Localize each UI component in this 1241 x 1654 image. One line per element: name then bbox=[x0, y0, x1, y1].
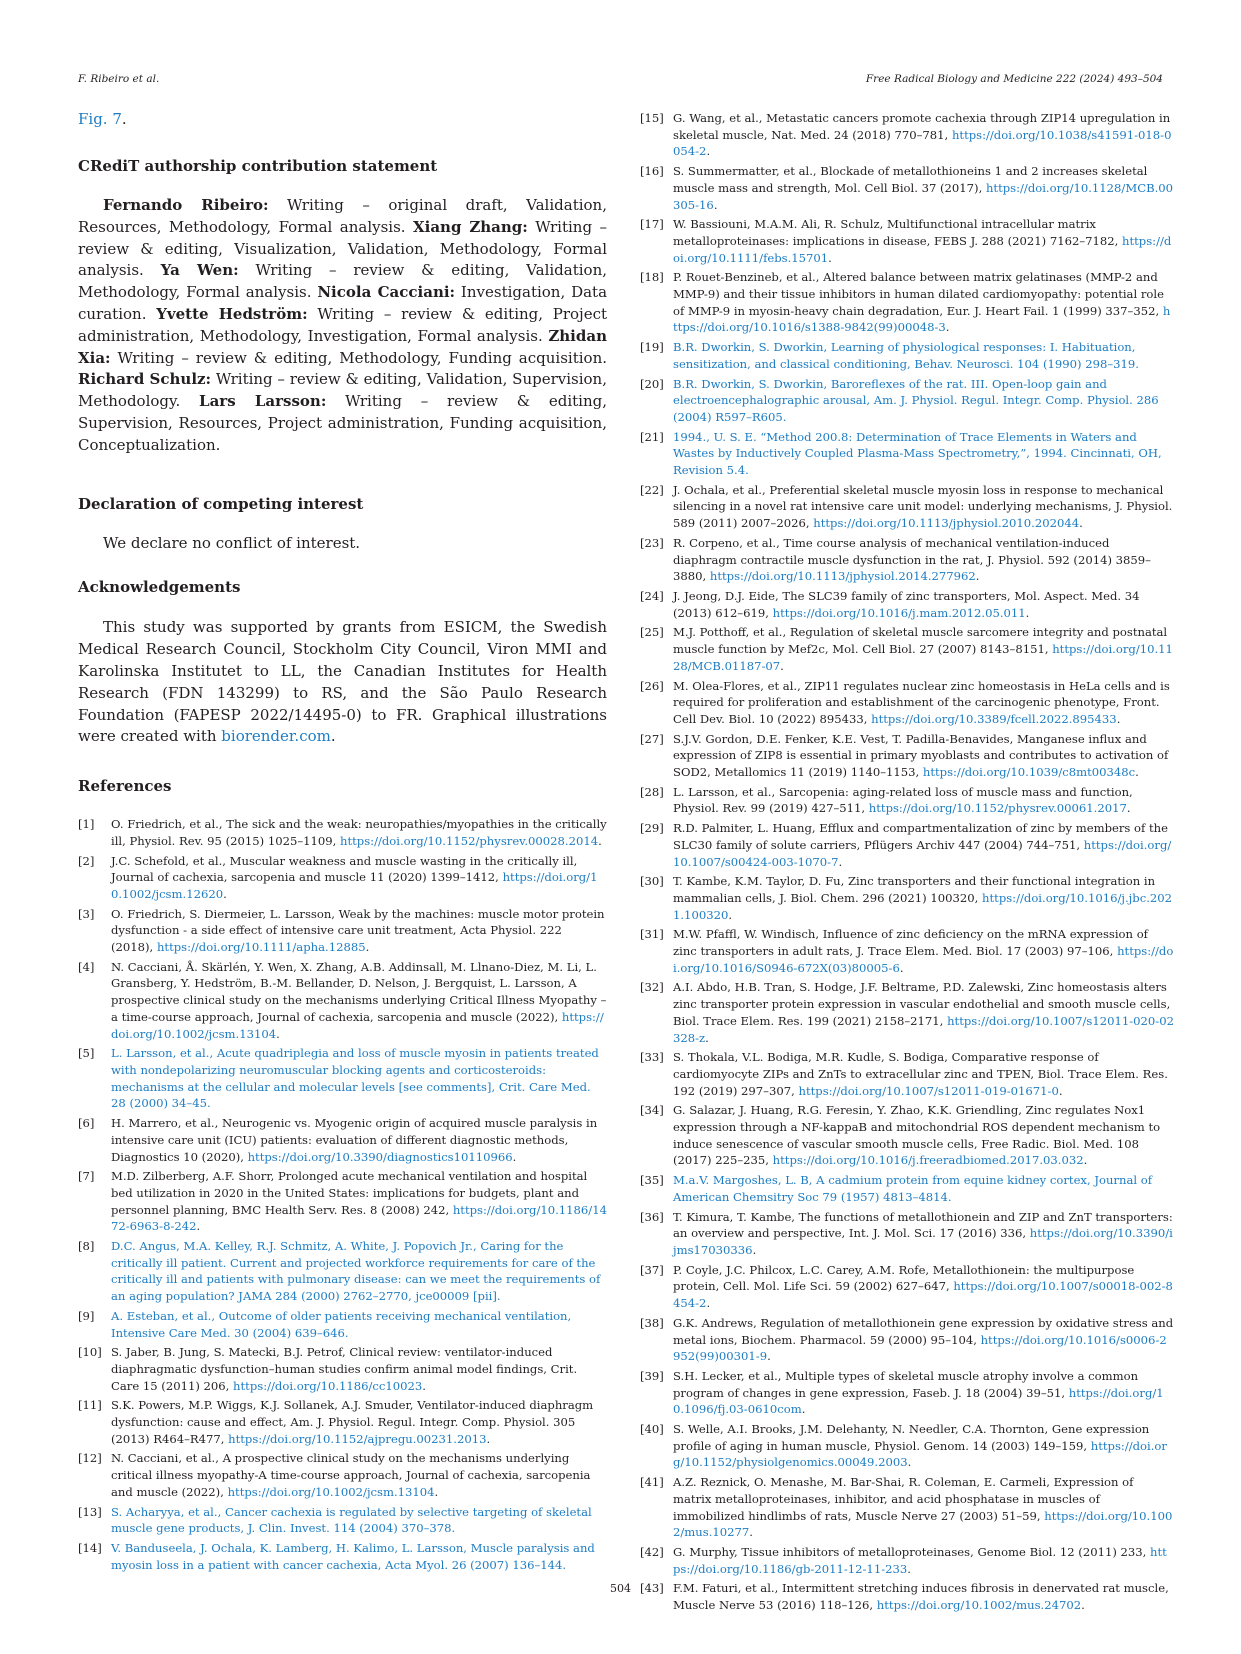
reference-text bbox=[673, 535, 1174, 585]
reference-text bbox=[111, 1238, 607, 1305]
reference-suffix: . bbox=[1058, 1083, 1063, 1098]
reference-number: [13] bbox=[78, 1504, 102, 1519]
reference-doi-link[interactable]: https://doi.org/10.1113/jphysiol.2010.202044 bbox=[813, 516, 1080, 531]
reference-item[interactable] bbox=[640, 339, 1174, 372]
reference-suffix: . bbox=[780, 658, 784, 673]
reference-text bbox=[673, 784, 1174, 817]
reference-number: [19] bbox=[640, 340, 664, 355]
contributor-name: Fernando Ribeiro: bbox=[103, 196, 269, 214]
reference-text bbox=[673, 873, 1174, 923]
reference-number: [43] bbox=[640, 1581, 664, 1596]
reference-citation: S. Jaber, B. Jung, S. Matecki, B.J. Petrof, Clinical review: ventilator-induced diaphragmatic dysfunction–human studies confirm animal model findings, Crit. Care 15 (2011) 206, bbox=[111, 1345, 578, 1393]
reference-item bbox=[78, 1450, 607, 1500]
contributor-roles: Writing – review & editing, Project administration, Methodology, Investigation, Formal analysis. bbox=[78, 304, 607, 345]
reference-number: [38] bbox=[640, 1315, 664, 1330]
reference-suffix: . bbox=[365, 940, 370, 955]
reference-text bbox=[111, 1504, 607, 1537]
reference-text bbox=[111, 906, 607, 956]
reference-citation: A.Z. Reznick, O. Menashe, M. Bar-Shai, R. Coleman, E. Carmeli, Expression of matrix metalloproteinases, inhibitor, and acid phosphatase in muscles of immobilized hindlimbs of rats, Muscle Nerve 27 (2003) 51–59, bbox=[673, 1475, 1134, 1523]
reference-text bbox=[673, 588, 1174, 621]
reference-doi-link[interactable]: https://doi.org/10.3390/diagnostics10110966 bbox=[247, 1149, 513, 1164]
reference-suffix: . bbox=[713, 197, 718, 212]
reference-item[interactable] bbox=[78, 1238, 607, 1305]
reference-doi-link[interactable]: https://doi.org/10.1007/s00018-002-8454-2 bbox=[673, 1279, 1173, 1311]
reference-text bbox=[673, 482, 1174, 532]
reference-text bbox=[673, 1262, 1174, 1312]
reference-number: [1] bbox=[78, 817, 95, 832]
reference-number: [15] bbox=[640, 111, 664, 125]
reference-text bbox=[673, 429, 1174, 479]
reference-citation: S. Acharyya, et al., Cancer cachexia is regulated by selective targeting of skeletal muscle gene products, J. Clin. Invest. 114 (2004) 370–378. bbox=[111, 1504, 592, 1536]
reference-number: [31] bbox=[640, 927, 664, 942]
reference-doi-link[interactable]: https://doi.org/10.1186/1472-6963-8-242 bbox=[111, 1202, 607, 1234]
reference-doi-link[interactable]: https://doi.org/10.1128/MCB.01187-07 bbox=[673, 642, 1173, 673]
reference-item bbox=[640, 731, 1174, 781]
reference-number: [29] bbox=[640, 821, 664, 836]
reference-suffix: . bbox=[1116, 711, 1121, 726]
reference-item bbox=[78, 853, 607, 903]
reference-number: [28] bbox=[640, 784, 664, 799]
reference-suffix: . bbox=[1079, 516, 1083, 531]
competing-interest-heading: Declaration of competing interest bbox=[78, 494, 364, 513]
reference-suffix: . bbox=[598, 833, 602, 848]
reference-citation: S.K. Powers, M.P. Wiggs, K.J. Sollanek, A.J. Smuder, Ventilator-induced diaphragm dysfunction: cause and effect, Am. J. Physiol. Regul. Integr. Comp. Physiol. 305 (2013) R464–R477, bbox=[111, 1398, 594, 1446]
reference-doi-link[interactable]: https://doi.org/10.1002/jcsm.13104 bbox=[227, 1484, 435, 1499]
page-number: 504 bbox=[610, 1582, 631, 1595]
reference-text bbox=[673, 1172, 1174, 1205]
reference-text bbox=[111, 1045, 607, 1112]
reference-item bbox=[640, 1262, 1174, 1312]
reference-item[interactable] bbox=[78, 1540, 607, 1573]
reference-suffix: . bbox=[706, 144, 711, 159]
reference-text bbox=[111, 1450, 607, 1500]
reference-item bbox=[640, 784, 1174, 817]
reference-citation: J. Ochala, et al., Preferential skeletal muscle myosin loss in response to mechanical silencing in a novel rat intensive care unit model: underlying mechanisms, J. Physiol. 589 (2011) 2007–2026, bbox=[673, 482, 1173, 531]
reference-number: [21] bbox=[640, 429, 664, 444]
reference-doi-link[interactable]: https://doi.org/10.1038/s41591-018-0054-2 bbox=[673, 127, 1172, 159]
reference-text bbox=[673, 1368, 1174, 1418]
reference-item bbox=[640, 979, 1174, 1046]
reference-text bbox=[111, 853, 607, 903]
reference-citation: A.I. Abdo, H.B. Tran, S. Hodge, J.F. Beltrame, P.D. Zalewski, Zinc homeostasis alters zinc transporter protein expression in vascular endothelial and smooth muscle cells, Biol. Trace Elem. Res. 199 (2021) 2158–2171, bbox=[673, 980, 1171, 1028]
header-journal: Free Radical Biology and Medicine 222 (2024) 493–504 bbox=[865, 73, 1163, 85]
reference-item bbox=[640, 624, 1174, 674]
reference-suffix: . bbox=[828, 250, 832, 265]
reference-text bbox=[673, 1474, 1174, 1541]
reference-text bbox=[673, 678, 1174, 728]
reference-suffix: . bbox=[1126, 801, 1131, 816]
reference-item bbox=[640, 588, 1174, 621]
reference-doi-link[interactable]: https://doi.org/10.1152/ajpregu.00231.2013 bbox=[228, 1431, 487, 1446]
reference-suffix: . bbox=[838, 854, 843, 869]
reference-text bbox=[673, 820, 1174, 870]
reference-citation: P. Coyle, J.C. Philcox, L.C. Carey, A.M. Rofe, Metallothionein: the multipurpose protein, Cell. Mol. Life Sci. 59 (2002) 627–647, bbox=[673, 1262, 1135, 1294]
reference-text bbox=[673, 1209, 1174, 1259]
reference-suffix: . bbox=[706, 1296, 711, 1311]
reference-doi-link[interactable]: https://doi.org/10.1186/cc10023 bbox=[233, 1378, 423, 1393]
reference-suffix: . bbox=[512, 1149, 517, 1164]
reference-item bbox=[640, 1315, 1174, 1365]
reference-citation: S. Thokala, V.L. Bodiga, M.R. Kudle, S. Bodiga, Comparative response of cardiomyocyte ZIPs and ZnTs to extracellular zinc and TPEN, Biol. Trace Elem. Res. 192 (2019) 297–307, bbox=[673, 1050, 1168, 1098]
reference-number: [3] bbox=[78, 906, 95, 921]
reference-doi-link[interactable]: https://doi.org/10.1007/s00424-003-1070-7 bbox=[673, 837, 1172, 869]
reference-citation: S.J.V. Gordon, D.E. Fenker, K.E. Vest, T. Padilla-Benavides, Manganese influx and expression of ZIP8 is essential in primary myoblasts and contributes to activation of SOD2, Metallomics 11 (2019) 1140–1153, bbox=[673, 731, 1169, 780]
reference-number: [20] bbox=[640, 376, 664, 391]
reference-text bbox=[111, 816, 607, 849]
reference-number: [11] bbox=[78, 1398, 102, 1413]
reference-number: [34] bbox=[640, 1103, 664, 1118]
reference-number: [9] bbox=[78, 1308, 95, 1323]
reference-list-right bbox=[640, 110, 1174, 1614]
reference-item bbox=[640, 820, 1174, 870]
reference-number: [32] bbox=[640, 980, 664, 995]
reference-number: [37] bbox=[640, 1262, 664, 1277]
references-heading: References bbox=[78, 777, 172, 796]
reference-doi-link[interactable]: https://doi.org/10.1007/s12011-019-01671-0 bbox=[798, 1083, 1059, 1098]
reference-text bbox=[673, 1102, 1174, 1169]
reference-item bbox=[640, 535, 1174, 585]
acknowledgements-text bbox=[78, 617, 607, 748]
reference-item bbox=[640, 678, 1174, 728]
reference-citation: J. Jeong, D.J. Eide, The SLC39 family of zinc transporters, Mol. Aspect. Med. 34 (2013) 612–619, bbox=[673, 588, 1140, 620]
reference-doi-link[interactable]: https://doi.org/10.1016/j.jbc.2021.100320 bbox=[673, 890, 1173, 922]
reference-text bbox=[673, 1421, 1174, 1471]
reference-item[interactable] bbox=[78, 1504, 607, 1537]
reference-citation: M.J. Potthoff, et al., Regulation of skeletal muscle sarcomere integrity and postnatal muscle function by Mef2c, Mol. Cell Biol. 27 (2007) 8143–8151, bbox=[673, 625, 1168, 657]
reference-number: [12] bbox=[78, 1451, 102, 1466]
reference-doi-link[interactable]: https://doi.org/10.1016/j.mam.2012.05.011 bbox=[772, 605, 1026, 620]
reference-citation: 1994., U. S. E. “Method 200.8: Determination of Trace Elements in Waters and Wastes by Inductively Coupled Plasma-Mass Spectrometry,”, 1994. Cincinnati, OH, Revision 5.4. bbox=[673, 429, 1162, 478]
reference-doi-link[interactable]: https://doi.org/10.1152/physrev.00028.2014 bbox=[340, 833, 599, 848]
reference-item bbox=[640, 926, 1174, 976]
reference-text bbox=[111, 1308, 607, 1341]
reference-item bbox=[78, 1397, 607, 1447]
reference-doi-link[interactable]: https://doi.org/10.1002/mus.24702 bbox=[876, 1598, 1082, 1613]
reference-citation: S.H. Lecker, et al., Multiple types of skeletal muscle atrophy involve a common program of changes in gene expression, Faseb. J. 18 (2004) 39–51, bbox=[673, 1368, 1139, 1400]
acknowledgements-body: This study was supported by grants from ESICM, the Swedish Medical Research Council, Stockholm City Council, Viron MMI and Karolinska Institutet to LL, the Canadian Institutes for Health Research (FDN 143299) to RS, and the São Paulo Research Foundation (FAPESP 2022/14495-0) to FR. Graphical illustrations were created with bbox=[78, 618, 607, 746]
reference-number: [16] bbox=[640, 164, 664, 179]
reference-text bbox=[111, 1540, 607, 1573]
reference-citation: R.D. Palmiter, L. Huang, Efflux and compartmentalization of zinc by members of the SLC30 family of solute carriers, Pflügers Archiv 447 (2004) 744–751, bbox=[673, 821, 1168, 852]
reference-number: [41] bbox=[640, 1475, 664, 1490]
reference-text bbox=[111, 1344, 607, 1394]
reference-item bbox=[640, 269, 1174, 336]
reference-suffix: . bbox=[975, 569, 980, 584]
reference-number: [7] bbox=[78, 1169, 95, 1184]
fig-reference-line bbox=[78, 110, 607, 128]
reference-text bbox=[673, 1544, 1174, 1577]
reference-doi-link[interactable]: https://doi.org/10.3390/ijms17030336 bbox=[673, 1226, 1173, 1257]
contributor-name: Yvette Hedström: bbox=[156, 304, 308, 323]
reference-number: [30] bbox=[640, 874, 664, 889]
reference-citation: B.R. Dworkin, S. Dworkin, Baroreflexes of the rat. III. Open-loop gain and electroencephalographic arousal, Am. J. Physiol. Regul. Integr. Comp. Physiol. 286 (2004) R597–R605. bbox=[673, 376, 1159, 424]
reference-item bbox=[640, 110, 1174, 160]
reference-citation: V. Banduseela, J. Ochala, K. Lamberg, H. Kalimo, L. Larsson, Muscle paralysis and myosin loss in a patient with cancer cachexia, Acta Myol. 26 (2007) 136–144. bbox=[111, 1540, 595, 1572]
reference-item bbox=[78, 816, 607, 849]
reference-suffix: . bbox=[801, 1402, 806, 1417]
reference-citation: A. Esteban, et al., Outcome of older patients receiving mechanical ventilation, Intensive Care Med. 30 (2004) 639–646. bbox=[111, 1308, 572, 1340]
reference-item bbox=[78, 959, 607, 1043]
reference-number: [33] bbox=[640, 1050, 664, 1065]
reference-suffix: . bbox=[752, 1243, 757, 1257]
reference-citation: S. Summermatter, et al., Blockade of metallothioneins 1 and 2 increases skeletal muscle mass and strength, Mol. Cell Biol. 37 (2017), bbox=[673, 164, 1148, 195]
running-header bbox=[78, 73, 1163, 85]
reference-item bbox=[640, 1049, 1174, 1099]
reference-item[interactable] bbox=[78, 1308, 607, 1341]
contributor-roles: Investigation, Data curation. bbox=[78, 283, 608, 323]
reference-text bbox=[673, 926, 1174, 976]
reference-item[interactable] bbox=[78, 1045, 607, 1112]
right-column bbox=[640, 110, 1174, 1617]
reference-citation: T. Kambe, K.M. Taylor, D. Fu, Zinc transporters and their functional integration in mammalian cells, J. Biol. Chem. 296 (2021) 100320, bbox=[673, 874, 1156, 905]
reference-citation: G.K. Andrews, Regulation of metallothionein gene expression by oxidative stress and metal ions, Biochem. Pharmacol. 59 (2000) 95–104, bbox=[673, 1315, 1174, 1347]
reference-text bbox=[673, 339, 1174, 372]
reference-item[interactable] bbox=[640, 429, 1174, 479]
reference-suffix: . bbox=[899, 960, 904, 975]
credit-statement bbox=[78, 195, 607, 457]
reference-number: [6] bbox=[78, 1116, 95, 1131]
reference-suffix: . bbox=[1081, 1598, 1085, 1613]
contributor-name: Nicola Cacciani: bbox=[317, 283, 456, 302]
acknowledgements-suffix: . bbox=[330, 727, 336, 746]
contributor-roles: Writing – review & editing, Visualization, Validation, Methodology, Formal analysis. bbox=[78, 217, 607, 280]
reference-doi-link[interactable]: https://doi.org/10.3389/fcell.2022.895433 bbox=[871, 711, 1117, 726]
reference-item bbox=[640, 216, 1174, 266]
reference-text bbox=[673, 731, 1174, 781]
acknowledgements-heading: Acknowledgements bbox=[78, 578, 241, 597]
reference-item bbox=[640, 482, 1174, 532]
reference-citation: M.a.V. Margoshes, L. B, A cadmium protein from equine kidney cortex, Journal of American Chemsitry Soc 79 (1957) 4813–4814. bbox=[673, 1173, 1153, 1204]
header-authors: F. Ribeiro et al. bbox=[78, 73, 160, 85]
reference-number: [35] bbox=[640, 1173, 664, 1188]
reference-number: [4] bbox=[78, 959, 95, 974]
contributor-name: Xiang Zhang: bbox=[412, 217, 528, 236]
contributor-roles: Writing – review & editing, Validation, Methodology, Formal analysis. bbox=[78, 261, 608, 302]
reference-text bbox=[673, 1315, 1174, 1365]
reference-item bbox=[78, 1115, 607, 1165]
reference-number: [39] bbox=[640, 1368, 664, 1383]
reference-item bbox=[640, 1368, 1174, 1418]
reference-suffix: . bbox=[1083, 1153, 1088, 1168]
contributor-name: Lars Larsson: bbox=[199, 392, 327, 411]
reference-citation: R. Corpeno, et al., Time course analysis of mechanical ventilation-induced diaphragm contractile muscle dysfunction in the rat, J. Physiol. 592 (2014) 3859–3880, bbox=[673, 535, 1151, 584]
reference-suffix: . bbox=[945, 320, 950, 335]
reference-suffix: . bbox=[749, 1525, 753, 1540]
credit-heading: CRediT authorship contribution statement bbox=[78, 157, 438, 175]
reference-suffix: . bbox=[728, 907, 733, 922]
reference-suffix: . bbox=[434, 1484, 439, 1499]
reference-number: [18] bbox=[640, 270, 664, 285]
reference-doi-link[interactable]: https://doi.org/10.1016/j.freeradbiomed.2017.03.032 bbox=[772, 1153, 1084, 1168]
biorender-link[interactable]: biorender.com bbox=[221, 727, 331, 746]
reference-number: [17] bbox=[640, 217, 664, 232]
reference-item bbox=[640, 1102, 1174, 1169]
reference-doi-link[interactable]: https://doi.org/10.1113/jphysiol.2014.277962 bbox=[709, 569, 976, 584]
reference-doi-link[interactable]: https://doi.org/10.1186/gb-2011-12-11-233 bbox=[673, 1544, 1167, 1576]
reference-text bbox=[111, 1397, 607, 1447]
reference-list-left bbox=[78, 816, 607, 1573]
reference-doi-link[interactable]: https://doi.org/10.1111/febs.15701 bbox=[673, 233, 1172, 265]
reference-citation: G. Wang, et al., Metastatic cancers promote cachexia through ZIP14 upregulation in skeletal muscle, Nat. Med. 24 (2018) 770–781, bbox=[673, 111, 1171, 142]
reference-citation: B.R. Dworkin, S. Dworkin, Learning of physiological responses: I. Habituation, sensitization, and classical conditioning, Behav. Neurosci. 104 (1990) 298–319. bbox=[673, 340, 1139, 371]
reference-text bbox=[111, 1168, 607, 1235]
reference-text bbox=[673, 376, 1174, 426]
reference-number: [40] bbox=[640, 1422, 664, 1437]
reference-doi-link[interactable]: https://doi.org/10.1002/jcsm.13104 bbox=[111, 1009, 604, 1041]
reference-number: [10] bbox=[78, 1345, 102, 1360]
reference-doi-link[interactable]: https://doi.org/10.1016/s0006-2952(99)00301-9 bbox=[673, 1332, 1167, 1364]
reference-number: [2] bbox=[78, 853, 95, 868]
reference-item bbox=[640, 1474, 1174, 1541]
reference-text bbox=[673, 110, 1174, 160]
reference-citation: M. Olea-Flores, et al., ZIP11 regulates nuclear zinc homeostasis in HeLa cells and is required for proliferation and establishment of the carcinogenic phenotype, Front. Cell Dev. Biol. 10 (2022) 895433, bbox=[673, 678, 1170, 726]
reference-citation: G. Salazar, J. Huang, R.G. Feresin, Y. Zhao, K.K. Griendling, Zinc regulates Nox1 expression through a NF-kappaB and mitochondrial ROS dependent mechanism to induce senescence of vascular smooth muscle cells, Free Radic. Biol. Med. 108 (2017) 225–235, bbox=[673, 1103, 1161, 1168]
reference-citation: D.C. Angus, M.A. Kelley, R.J. Schmitz, A. White, J. Popovich Jr., Caring for the critically ill patient. Current and projected workforce requirements for care of the critically ill and patients with pulmonary disease: can we meet the requirements of an aging population? JAMA 284 (2000) 2762–2770, jce00009 [pii]. bbox=[111, 1239, 601, 1304]
reference-item bbox=[640, 873, 1174, 923]
reference-suffix: . bbox=[767, 1349, 771, 1364]
contributor-roles: Writing – review & editing, Validation, Supervision, Methodology. bbox=[78, 370, 607, 411]
reference-number: [24] bbox=[640, 588, 664, 603]
reference-item[interactable] bbox=[640, 1172, 1174, 1205]
reference-suffix: . bbox=[1135, 765, 1139, 780]
reference-citation: P. Rouet-Benzineb, et al., Altered balance between matrix gelatinases (MMP-2 and MMP-9) and their tissue inhibitors in human dilated cardiomyopathy: potential role of MMP-9 in myosin-heavy chain degradation, Eur. J. Heart Fail. 1 (1999) 337–352, bbox=[673, 270, 1164, 318]
reference-number: [23] bbox=[640, 535, 664, 550]
reference-suffix: . bbox=[907, 1455, 912, 1470]
reference-citation: J.C. Schefold, et al., Muscular weakness and muscle wasting in the critically ill, Journal of cachexia, sarcopenia and muscle 11 (2020) 1399–1412, bbox=[111, 853, 578, 885]
reference-doi-link[interactable]: https://doi.org/10.1016/s1388-9842(99)00048-3 bbox=[673, 303, 1171, 335]
contributor-roles: Writing – review & editing, Supervision, Resources, Project administration, Funding acquisition, Conceptualization. bbox=[78, 392, 607, 454]
reference-number: [42] bbox=[640, 1544, 664, 1559]
reference-suffix: . bbox=[196, 1219, 201, 1234]
reference-suffix: . bbox=[422, 1378, 426, 1393]
contributor-name: Zhidan Xia: bbox=[78, 326, 607, 367]
reference-doi-link[interactable]: https://doi.org/10.1007/s12011-020-02328-z bbox=[673, 1013, 1174, 1045]
contributor-roles: Writing – review & editing, Methodology, Funding acquisition. bbox=[110, 348, 607, 367]
reference-citation: N. Cacciani, et al., A prospective clinical study on the mechanisms underlying critical illness myopathy-A time-course approach, Journal of cachexia, sarcopenia and muscle (2022), bbox=[111, 1451, 591, 1499]
reference-doi-link[interactable]: https://doi.org/10.1111/apha.12885 bbox=[156, 940, 366, 955]
reference-text bbox=[673, 979, 1174, 1046]
reference-item bbox=[640, 1544, 1174, 1577]
contributor-name: Ya Wen: bbox=[160, 261, 239, 280]
reference-doi-link[interactable]: https://doi.org/10.1002/jcsm.12620 bbox=[111, 870, 598, 901]
competing-interest-text: We declare no conflict of interest. bbox=[103, 533, 361, 552]
reference-number: [27] bbox=[640, 731, 664, 746]
reference-citation: O. Friedrich, S. Diermeier, L. Larsson, Weak by the machines: muscle motor protein dysfunction - a side effect of intensive care unit treatment, Acta Physiol. 222 (2018), bbox=[111, 906, 605, 955]
reference-text bbox=[673, 269, 1174, 336]
contributor-roles: Writing – original draft, Validation, Resources, Methodology, Formal analysis. bbox=[78, 196, 607, 236]
reference-citation: G. Murphy, Tissue inhibitors of metalloproteinases, Genome Biol. 12 (2011) 233, bbox=[673, 1544, 1151, 1559]
reference-item bbox=[640, 1421, 1174, 1471]
reference-citation: T. Kimura, T. Kambe, The functions of metallothionein and ZIP and ZnT transporters: an overview and perspective, Int. J. Mol. Sci. 17 (2016) 336, bbox=[673, 1209, 1173, 1241]
reference-suffix: . bbox=[486, 1431, 491, 1446]
reference-citation: H. Marrero, et al., Neurogenic vs. Myogenic origin of acquired muscle paralysis in intensive care unit (ICU) patients: evaluation of different diagnostic methods, Diagnostics 10 (2020), bbox=[111, 1116, 598, 1164]
reference-doi-link[interactable]: https://doi.org/10.1016/S0946-672X(03)80005-6 bbox=[673, 944, 1174, 975]
reference-item bbox=[78, 1168, 607, 1235]
reference-citation: N. Cacciani, Å. Skärlén, Y. Wen, X. Zhang, A.B. Addinsall, M. Llnano-Diez, M. Li, L. Gransberg, Y. Hedström, B.-M. Bellander, D. Nelson, J. Bergquist, L. Larsson, A prospective clinical study on the mechanisms underlying Critical Illness Myopathy – a time-course approach, Journal of cachexia, sarcopenia and muscle (2022), bbox=[111, 959, 607, 1024]
reference-number: [14] bbox=[78, 1540, 102, 1555]
reference-doi-link[interactable]: https://doi.org/10.1128/MCB.00305-16 bbox=[673, 180, 1174, 212]
reference-item bbox=[640, 1209, 1174, 1259]
reference-suffix: . bbox=[907, 1561, 911, 1576]
reference-number: [25] bbox=[640, 625, 664, 640]
reference-doi-link[interactable]: https://doi.org/10.1002/mus.10277 bbox=[673, 1508, 1173, 1540]
reference-suffix: . bbox=[223, 886, 227, 901]
reference-item bbox=[640, 163, 1174, 213]
reference-suffix: . bbox=[276, 1026, 280, 1041]
reference-doi-link[interactable]: https://doi.org/10.1096/fj.03-0610com bbox=[673, 1385, 1164, 1417]
reference-item[interactable] bbox=[640, 376, 1174, 426]
reference-number: [26] bbox=[640, 678, 664, 693]
reference-text bbox=[111, 1115, 607, 1165]
reference-text bbox=[673, 163, 1174, 213]
reference-doi-link[interactable]: https://doi.org/10.1152/physrev.00061.2017 bbox=[868, 801, 1127, 816]
reference-number: [36] bbox=[640, 1209, 664, 1224]
reference-citation: M.D. Zilberberg, A.F. Shorr, Prolonged acute mechanical ventilation and hospital bed utilization in 2020 in the United States: implications for budgets, plant and personnel planning, BMC Health Serv. Res. 8 (2008) 242, bbox=[111, 1169, 588, 1217]
reference-number: [22] bbox=[640, 482, 664, 497]
reference-citation: W. Bassiouni, M.A.M. Ali, R. Schulz, Multifunctional intracellular matrix metalloproteinases: implications in disease, FEBS J. 288 (2021) 7162–7182, bbox=[673, 217, 1123, 248]
reference-citation: S. Welle, A.I. Brooks, J.M. Delehanty, N. Needler, C.A. Thornton, Gene expression profile of aging in human muscle, Physiol. Genom. 14 (2003) 149–159, bbox=[673, 1422, 1150, 1453]
contributor-name: Richard Schulz: bbox=[78, 370, 212, 389]
left-column bbox=[78, 110, 607, 1576]
reference-citation: L. Larsson, et al., Acute quadriplegia and loss of muscle myosin in patients treated with nondepolarizing neuromuscular blocking agents and corticosteroids: mechanisms at the cellular and molecular levels [see comments], Crit. Care Med. 28 (2000) 34–45. bbox=[111, 1046, 599, 1111]
reference-number: [5] bbox=[78, 1046, 95, 1061]
reference-suffix: . bbox=[1025, 605, 1030, 620]
reference-citation: M.W. Pfaffl, W. Windisch, Influence of zinc deficiency on the mRNA expression of zinc transporters in adult rats, J. Trace Elem. Med. Biol. 17 (2003) 97–106, bbox=[673, 927, 1148, 959]
reference-text bbox=[673, 216, 1174, 266]
reference-item bbox=[78, 1344, 607, 1394]
reference-citation: O. Friedrich, et al., The sick and the weak: neuropathies/myopathies in the critically ill, Physiol. Rev. 95 (2015) 1025–1109, bbox=[111, 817, 607, 848]
reference-number: [8] bbox=[78, 1239, 95, 1254]
reference-citation: L. Larsson, et al., Sarcopenia: aging-related loss of muscle mass and function, Physiol. Rev. 99 (2019) 427–511, bbox=[673, 784, 1133, 816]
reference-suffix: . bbox=[705, 1030, 709, 1045]
fig-ref-suffix: . bbox=[121, 110, 127, 128]
reference-item bbox=[78, 906, 607, 956]
reference-text bbox=[111, 959, 607, 1043]
reference-doi-link[interactable]: https://doi.org/10.1152/physiolgenomics.00049.2003 bbox=[673, 1438, 1167, 1470]
fig-7-link[interactable]: Fig. 7 bbox=[78, 110, 122, 128]
reference-text bbox=[673, 624, 1174, 674]
reference-text bbox=[673, 1049, 1174, 1099]
reference-doi-link[interactable]: https://doi.org/10.1039/c8mt00348c bbox=[922, 765, 1136, 780]
reference-citation: F.M. Faturi, et al., Intermittent stretching induces fibrosis in denervated rat muscle, Muscle Nerve 53 (2016) 118–126, bbox=[673, 1581, 1169, 1613]
